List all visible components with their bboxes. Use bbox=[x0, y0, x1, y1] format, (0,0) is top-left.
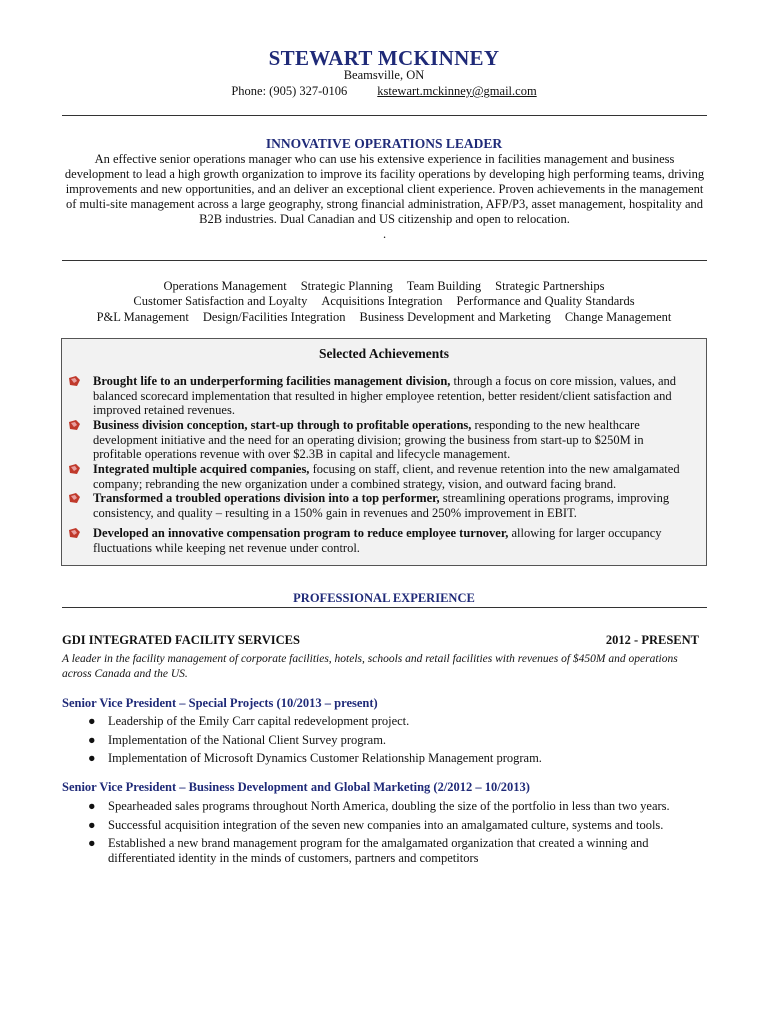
experience-divider bbox=[62, 607, 707, 608]
bullet-text: Implementation of the National Client Survey program. bbox=[108, 733, 387, 747]
email-link[interactable]: kstewart.mckinney@gmail.com bbox=[377, 84, 537, 98]
company-name: GDI INTEGRATED FACILITY SERVICES bbox=[62, 633, 300, 647]
achievement-bold: Brought life to an underperforming facilities management division, bbox=[93, 374, 451, 388]
keyword: Strategic Planning bbox=[300, 279, 393, 293]
summary-text: An effective senior operations manager who can use his extensive experience in facilities management and business development to lead a high growth organization to improve its facility operations by developing high performing teams, driving improvements and new opportunities, and an deliver an exceptional client experience. Proven achievements in the management of multi-site management across a large geography, strong financial administration, AFP/P3, asset management, hospitality and B2B industries. Dual Canadian and US citizenship and open to relocation. bbox=[64, 152, 705, 226]
keyword: Operations Management bbox=[163, 279, 287, 293]
achievement-text: streamlining operations programs, improving consistency, and quality – resulting in a 150% gain in revenues and 250% improvement in EBIT. bbox=[93, 491, 670, 520]
bullet-dot: ● bbox=[88, 818, 96, 832]
achievement-text: allowing for larger occupancy fluctuations while keeping net revenue under control. bbox=[93, 526, 662, 555]
header-divider bbox=[62, 115, 707, 116]
achievement-text: responding to the new healthcare development initiative and the need for an operating division; growing the business from start-up to $250M in profitable operations revenue with over $2.3B in capital and lifecycle management. bbox=[93, 418, 644, 461]
red-bullet-icon bbox=[68, 493, 81, 504]
bullet-dot: ● bbox=[88, 733, 96, 747]
keyword: Business Development and Marketing bbox=[359, 310, 551, 324]
achievement-bold: Transformed a troubled operations division into a top performer, bbox=[93, 491, 440, 505]
section-title-experience: PROFESSIONAL EXPERIENCE bbox=[293, 591, 475, 605]
bullet-text: Spearheaded sales programs throughout North America, doubling the size of the portfolio in less than two years. bbox=[108, 799, 670, 813]
summary-divider bbox=[62, 260, 707, 261]
bullet-dot: ● bbox=[88, 799, 96, 813]
red-bullet-icon bbox=[68, 464, 81, 475]
bullet-text: Implementation of Microsoft Dynamics Customer Relationship Management program. bbox=[108, 751, 542, 765]
keyword-row-3 bbox=[0, 310, 768, 325]
keyword: Strategic Partnerships bbox=[495, 279, 605, 293]
keyword-row-1 bbox=[0, 279, 768, 294]
keyword: Design/Facilities Integration bbox=[202, 310, 346, 324]
bullet-dot: ● bbox=[88, 751, 96, 765]
employment-dates: 2012 - PRESENT bbox=[605, 633, 699, 647]
bullet-dot: ● bbox=[88, 714, 96, 728]
achievement-text: focusing on staff, client, and revenue retention into the new amalgamated company; rebranding the new organization under a combined strategy, vision, and outward facing brand. bbox=[93, 462, 680, 491]
achievements-box bbox=[61, 338, 707, 566]
summary-paragraph bbox=[62, 152, 707, 242]
achievement-bold: Developed an innovative compensation program to reduce employee turnover, bbox=[93, 526, 509, 540]
keyword-row-2 bbox=[0, 294, 768, 309]
red-bullet-icon bbox=[68, 420, 81, 431]
keyword: Change Management bbox=[564, 310, 672, 324]
keyword: Acquisitions Integration bbox=[321, 294, 443, 308]
keyword: P&L Management bbox=[96, 310, 189, 324]
red-bullet-icon bbox=[68, 376, 81, 387]
role-title: Senior Vice President – Special Projects (10/2013 – present) bbox=[62, 696, 378, 710]
summary-dot: . bbox=[382, 227, 387, 241]
red-bullet-icon bbox=[68, 528, 81, 539]
role-title: Senior Vice President – Business Development and Global Marketing (2/2012 – 10/2013) bbox=[62, 780, 530, 794]
bullet-text: Leadership of the Emily Carr capital redevelopment project. bbox=[108, 714, 410, 728]
contact-line bbox=[0, 84, 768, 99]
achievement-bold: Integrated multiple acquired companies, bbox=[93, 462, 310, 476]
keyword: Team Building bbox=[406, 279, 482, 293]
headline: INNOVATIVE OPERATIONS LEADER bbox=[265, 136, 503, 151]
company-description: A leader in the facility management of corporate facilities, hotels, schools and retail facilities with revenues of $450M and operations across Canada and the US. bbox=[62, 653, 678, 680]
phone-number: Phone: (905) 327-0106 bbox=[231, 84, 348, 98]
achievement-text: through a focus on core mission, values, and balanced scorecard implementation that resulted in higher employee retention, better resident/client satisfaction and improved retained revenues. bbox=[93, 374, 677, 417]
keyword: Performance and Quality Standards bbox=[456, 294, 635, 308]
candidate-name: STEWART MCKINNEY bbox=[268, 46, 500, 70]
achievements-title: Selected Achievements bbox=[318, 346, 450, 361]
bullet-text: Established a new brand management program for the amalgamated organization that created a winning and differentiated identity in the minds of customers, partners and competitors bbox=[108, 836, 649, 865]
bullet-dot: ● bbox=[88, 836, 96, 850]
candidate-location: Beamsville, ON bbox=[343, 68, 425, 82]
achievement-bold: Business division conception, start-up through to profitable operations, bbox=[93, 418, 472, 432]
keyword: Customer Satisfaction and Loyalty bbox=[133, 294, 308, 308]
bullet-text: Successful acquisition integration of the seven new companies into an amalgamated culture, systems and tools. bbox=[108, 818, 664, 832]
